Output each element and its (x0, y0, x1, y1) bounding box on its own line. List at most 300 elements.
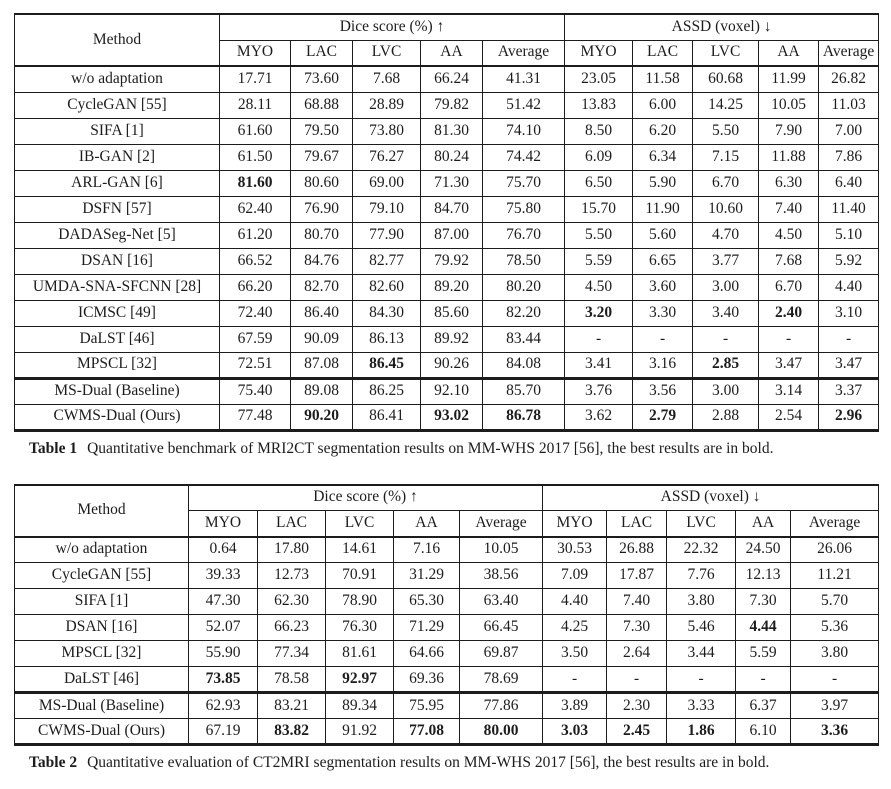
value-cell: 7.15 (693, 144, 759, 170)
value-cell: 73.60 (291, 66, 353, 92)
value-cell: 4.40 (819, 274, 879, 300)
value-cell: 7.30 (736, 589, 791, 615)
value-cell: 39.33 (189, 563, 258, 589)
mri2ct-results-table (14, 13, 879, 432)
value-cell: 3.60 (633, 274, 693, 300)
subcolumn-header: Average (819, 40, 879, 66)
value-cell: 64.66 (394, 641, 460, 667)
value-cell: 5.70 (791, 589, 879, 615)
value-cell: 78.50 (483, 248, 565, 274)
value-cell: 5.59 (736, 641, 791, 667)
value-cell: 13.83 (565, 92, 633, 118)
value-cell: - (607, 667, 667, 693)
value-cell: 5.60 (633, 222, 693, 248)
value-cell: 7.00 (819, 118, 879, 144)
value-cell: 82.20 (483, 300, 565, 326)
value-cell: 14.61 (326, 537, 394, 563)
value-cell: 77.34 (258, 641, 326, 667)
value-cell: 62.30 (258, 589, 326, 615)
value-cell: 10.60 (693, 196, 759, 222)
value-cell: 62.93 (189, 693, 258, 719)
subcolumn-header: Average (460, 511, 543, 537)
subcolumn-header: LVC (326, 511, 394, 537)
table-row (15, 404, 879, 430)
value-cell: 11.88 (759, 144, 819, 170)
value-cell: 3.03 (543, 719, 607, 745)
value-cell: - (791, 667, 879, 693)
value-cell: 2.40 (759, 300, 819, 326)
value-cell: 6.70 (759, 274, 819, 300)
value-cell: 7.90 (759, 118, 819, 144)
value-cell: 15.70 (565, 196, 633, 222)
value-cell: 5.59 (565, 248, 633, 274)
value-cell: 75.95 (394, 693, 460, 719)
value-cell: 3.20 (565, 300, 633, 326)
subcolumn-header: MYO (543, 511, 607, 537)
value-cell: 30.53 (543, 537, 607, 563)
value-cell: 92.97 (326, 667, 394, 693)
value-cell: 65.30 (394, 589, 460, 615)
value-cell: 7.16 (394, 537, 460, 563)
method-cell: w/o adaptation (15, 537, 189, 563)
value-cell: 6.40 (819, 170, 879, 196)
method-cell: MPSCL [32] (15, 352, 220, 378)
subcolumn-header: AA (394, 511, 460, 537)
method-cell: MPSCL [32] (15, 641, 189, 667)
value-cell: 61.60 (220, 118, 291, 144)
value-cell: 3.00 (693, 378, 759, 404)
value-cell: 70.91 (326, 563, 394, 589)
method-cell: CWMS-Dual (Ours) (15, 404, 220, 430)
value-cell: 85.70 (483, 378, 565, 404)
value-cell: 52.07 (189, 615, 258, 641)
value-cell: 62.40 (220, 196, 291, 222)
value-cell: 4.44 (736, 615, 791, 641)
value-cell: 91.92 (326, 719, 394, 745)
value-cell: 77.86 (460, 693, 543, 719)
method-cell: DSAN [16] (15, 248, 220, 274)
value-cell: 80.60 (291, 170, 353, 196)
method-cell: MS-Dual (Baseline) (15, 378, 220, 404)
value-cell: 69.00 (353, 170, 421, 196)
dice-score-group-header: Dice score (%) ↑ (220, 14, 565, 40)
value-cell: 78.69 (460, 667, 543, 693)
subcolumn-header: AA (759, 40, 819, 66)
value-cell: 38.56 (460, 563, 543, 589)
value-cell: 7.09 (543, 563, 607, 589)
value-cell: 81.60 (220, 170, 291, 196)
table1-caption (14, 440, 878, 458)
value-cell: 7.76 (667, 563, 736, 589)
value-cell: 81.61 (326, 641, 394, 667)
value-cell: 69.87 (460, 641, 543, 667)
value-cell: 3.41 (565, 352, 633, 378)
value-cell: 86.13 (353, 326, 421, 352)
value-cell: 77.08 (394, 719, 460, 745)
value-cell: 67.19 (189, 719, 258, 745)
value-cell: 3.56 (633, 378, 693, 404)
value-cell: 3.47 (819, 352, 879, 378)
value-cell: 17.80 (258, 537, 326, 563)
value-cell: 3.80 (667, 589, 736, 615)
value-cell: 93.02 (421, 404, 483, 430)
value-cell: 5.10 (819, 222, 879, 248)
method-cell: SIFA [1] (15, 589, 189, 615)
value-cell: 63.40 (460, 589, 543, 615)
subcolumn-header: Average (483, 40, 565, 66)
value-cell: 2.96 (819, 404, 879, 430)
method-cell: CycleGAN [55] (15, 92, 220, 118)
subcolumn-header: LVC (693, 40, 759, 66)
value-cell: 4.50 (759, 222, 819, 248)
value-cell: 26.82 (819, 66, 879, 92)
value-cell: 5.92 (819, 248, 879, 274)
value-cell: 89.92 (421, 326, 483, 352)
value-cell: - (736, 667, 791, 693)
value-cell: 17.71 (220, 66, 291, 92)
value-cell: 90.26 (421, 352, 483, 378)
value-cell: 79.82 (421, 92, 483, 118)
value-cell: 3.30 (633, 300, 693, 326)
value-cell: 28.89 (353, 92, 421, 118)
value-cell: 69.36 (394, 667, 460, 693)
table1-caption-label: Table 1 (29, 439, 78, 457)
value-cell: 12.73 (258, 563, 326, 589)
table-row (15, 222, 879, 248)
method-cell: DSAN [16] (15, 615, 189, 641)
value-cell: 3.37 (819, 378, 879, 404)
value-cell: 60.68 (693, 66, 759, 92)
value-cell: 73.85 (189, 667, 258, 693)
value-cell: 6.65 (633, 248, 693, 274)
value-cell: 83.44 (483, 326, 565, 352)
value-cell: 76.70 (483, 222, 565, 248)
value-cell: 11.58 (633, 66, 693, 92)
subcolumn-header: LVC (353, 40, 421, 66)
value-cell: 72.51 (220, 352, 291, 378)
value-cell: 3.62 (565, 404, 633, 430)
assd-group-header: ASSD (voxel) ↓ (543, 485, 879, 511)
value-cell: 83.82 (258, 719, 326, 745)
value-cell: - (693, 326, 759, 352)
method-cell: w/o adaptation (15, 66, 220, 92)
value-cell: 79.50 (291, 118, 353, 144)
table-row (15, 352, 879, 378)
value-cell: 2.88 (693, 404, 759, 430)
table-row (15, 248, 879, 274)
value-cell: 6.50 (565, 170, 633, 196)
value-cell: 76.90 (291, 196, 353, 222)
table-row (15, 589, 879, 615)
table2-section (14, 484, 878, 773)
table-row (15, 92, 879, 118)
value-cell: 5.46 (667, 615, 736, 641)
value-cell: 3.47 (759, 352, 819, 378)
value-cell: 87.00 (421, 222, 483, 248)
method-column-header: Method (15, 14, 220, 66)
value-cell: 92.10 (421, 378, 483, 404)
value-cell: 5.50 (565, 222, 633, 248)
value-cell: 6.00 (633, 92, 693, 118)
table-row (15, 118, 879, 144)
value-cell: 71.30 (421, 170, 483, 196)
value-cell: 1.86 (667, 719, 736, 745)
value-cell: 82.77 (353, 248, 421, 274)
value-cell: 84.70 (421, 196, 483, 222)
value-cell: 75.70 (483, 170, 565, 196)
subcolumn-header: MYO (189, 511, 258, 537)
value-cell: 75.40 (220, 378, 291, 404)
value-cell: 2.30 (607, 693, 667, 719)
subcolumn-header: AA (736, 511, 791, 537)
value-cell: 22.32 (667, 537, 736, 563)
value-cell: 80.24 (421, 144, 483, 170)
table2-caption-label: Table 2 (29, 754, 78, 771)
value-cell: 5.50 (693, 118, 759, 144)
subcolumn-header: AA (421, 40, 483, 66)
table-row (15, 196, 879, 222)
value-cell: 83.21 (258, 693, 326, 719)
method-cell: DSFN [57] (15, 196, 220, 222)
value-cell: 3.77 (693, 248, 759, 274)
value-cell: 73.80 (353, 118, 421, 144)
value-cell: 10.05 (460, 537, 543, 563)
table-row (15, 326, 879, 352)
value-cell: 24.50 (736, 537, 791, 563)
value-cell: 7.30 (607, 615, 667, 641)
value-cell: 84.08 (483, 352, 565, 378)
method-column-header: Method (15, 485, 189, 537)
method-cell: SIFA [1] (15, 118, 220, 144)
value-cell: 2.64 (607, 641, 667, 667)
subcolumn-header: Average (791, 511, 879, 537)
subcolumn-header: LAC (258, 511, 326, 537)
value-cell: 41.31 (483, 66, 565, 92)
value-cell: 90.20 (291, 404, 353, 430)
value-cell: 68.88 (291, 92, 353, 118)
value-cell: 10.05 (759, 92, 819, 118)
value-cell: 66.52 (220, 248, 291, 274)
method-cell: CycleGAN [55] (15, 563, 189, 589)
value-cell: 5.90 (633, 170, 693, 196)
value-cell: 7.86 (819, 144, 879, 170)
subcolumn-header: LAC (291, 40, 353, 66)
value-cell: - (819, 326, 879, 352)
value-cell: 87.08 (291, 352, 353, 378)
value-cell: 76.27 (353, 144, 421, 170)
value-cell: 7.40 (607, 589, 667, 615)
method-cell: DaLST [46] (15, 326, 220, 352)
value-cell: 77.90 (353, 222, 421, 248)
value-cell: 51.42 (483, 92, 565, 118)
value-cell: 6.37 (736, 693, 791, 719)
value-cell: 78.90 (326, 589, 394, 615)
subcolumn-header: LAC (607, 511, 667, 537)
value-cell: 74.10 (483, 118, 565, 144)
value-cell: 0.64 (189, 537, 258, 563)
value-cell: 80.00 (460, 719, 543, 745)
value-cell: 61.20 (220, 222, 291, 248)
value-cell: 3.44 (667, 641, 736, 667)
table-row (15, 667, 879, 693)
value-cell: 86.40 (291, 300, 353, 326)
value-cell: 3.00 (693, 274, 759, 300)
value-cell: 11.99 (759, 66, 819, 92)
table-row (15, 144, 879, 170)
value-cell: 3.97 (791, 693, 879, 719)
subcolumn-header: MYO (565, 40, 633, 66)
value-cell: 72.40 (220, 300, 291, 326)
value-cell: 71.29 (394, 615, 460, 641)
value-cell: 11.21 (791, 563, 879, 589)
value-cell: 74.42 (483, 144, 565, 170)
value-cell: 6.10 (736, 719, 791, 745)
value-cell: 7.40 (759, 196, 819, 222)
value-cell: 4.25 (543, 615, 607, 641)
value-cell: 4.70 (693, 222, 759, 248)
value-cell: 3.10 (819, 300, 879, 326)
value-cell: - (759, 326, 819, 352)
method-cell: IB-GAN [2] (15, 144, 220, 170)
method-cell: CWMS-Dual (Ours) (15, 719, 189, 745)
value-cell: 11.90 (633, 196, 693, 222)
subcolumn-header: LAC (633, 40, 693, 66)
value-cell: 66.23 (258, 615, 326, 641)
value-cell: 3.76 (565, 378, 633, 404)
value-cell: 14.25 (693, 92, 759, 118)
method-cell: UMDA-SNA-SFCNN [28] (15, 274, 220, 300)
value-cell: 81.30 (421, 118, 483, 144)
value-cell: 6.70 (693, 170, 759, 196)
value-cell: 3.16 (633, 352, 693, 378)
value-cell: 85.60 (421, 300, 483, 326)
value-cell: 4.40 (543, 589, 607, 615)
method-cell: MS-Dual (Baseline) (15, 693, 189, 719)
value-cell: 28.11 (220, 92, 291, 118)
dice-score-group-header: Dice score (%) ↑ (189, 485, 543, 511)
value-cell: 86.25 (353, 378, 421, 404)
value-cell: - (565, 326, 633, 352)
subcolumn-header: LVC (667, 511, 736, 537)
value-cell: 66.24 (421, 66, 483, 92)
value-cell: - (543, 667, 607, 693)
value-cell: 61.50 (220, 144, 291, 170)
value-cell: 86.78 (483, 404, 565, 430)
subcolumn-header: MYO (220, 40, 291, 66)
value-cell: 79.10 (353, 196, 421, 222)
value-cell: 82.70 (291, 274, 353, 300)
value-cell: 89.20 (421, 274, 483, 300)
table-row (15, 537, 879, 563)
value-cell: 3.14 (759, 378, 819, 404)
value-cell: 2.54 (759, 404, 819, 430)
value-cell: 5.36 (791, 615, 879, 641)
value-cell: 78.58 (258, 667, 326, 693)
assd-group-header: ASSD (voxel) ↓ (565, 14, 879, 40)
value-cell: 3.50 (543, 641, 607, 667)
table-row (15, 693, 879, 719)
value-cell: 8.50 (565, 118, 633, 144)
value-cell: 7.68 (353, 66, 421, 92)
table-row (15, 378, 879, 404)
table-row (15, 641, 879, 667)
value-cell: 47.30 (189, 589, 258, 615)
value-cell: 3.40 (693, 300, 759, 326)
table1-section (14, 13, 878, 458)
value-cell: 6.20 (633, 118, 693, 144)
table-row (15, 66, 879, 92)
value-cell: 84.76 (291, 248, 353, 274)
value-cell: 4.50 (565, 274, 633, 300)
value-cell: 17.87 (607, 563, 667, 589)
value-cell: 79.92 (421, 248, 483, 274)
value-cell: - (633, 326, 693, 352)
value-cell: - (667, 667, 736, 693)
value-cell: 23.05 (565, 66, 633, 92)
value-cell: 3.36 (791, 719, 879, 745)
value-cell: 6.09 (565, 144, 633, 170)
method-cell: DADASeg-Net [5] (15, 222, 220, 248)
value-cell: 75.80 (483, 196, 565, 222)
value-cell: 66.20 (220, 274, 291, 300)
table-row (15, 615, 879, 641)
table-row (15, 563, 879, 589)
value-cell: 89.34 (326, 693, 394, 719)
value-cell: 77.48 (220, 404, 291, 430)
value-cell: 84.30 (353, 300, 421, 326)
table2-caption (14, 754, 878, 772)
method-cell: DaLST [46] (15, 667, 189, 693)
value-cell: 90.09 (291, 326, 353, 352)
value-cell: 55.90 (189, 641, 258, 667)
value-cell: 79.67 (291, 144, 353, 170)
table2-caption-text: Quantitative evaluation of CT2MRI segmentation results on MM-WHS 2017 [56], the best results are in bold. (87, 754, 770, 771)
value-cell: 86.45 (353, 352, 421, 378)
value-cell: 11.03 (819, 92, 879, 118)
table-row (15, 719, 879, 745)
value-cell: 2.85 (693, 352, 759, 378)
value-cell: 31.29 (394, 563, 460, 589)
value-cell: 66.45 (460, 615, 543, 641)
value-cell: 67.59 (220, 326, 291, 352)
value-cell: 80.20 (483, 274, 565, 300)
value-cell: 26.88 (607, 537, 667, 563)
value-cell: 3.89 (543, 693, 607, 719)
table-row (15, 300, 879, 326)
value-cell: 82.60 (353, 274, 421, 300)
value-cell: 7.68 (759, 248, 819, 274)
value-cell: 86.41 (353, 404, 421, 430)
ct2mri-results-table (14, 484, 879, 747)
method-cell: ICMSC [49] (15, 300, 220, 326)
value-cell: 12.13 (736, 563, 791, 589)
value-cell: 2.79 (633, 404, 693, 430)
table-row (15, 274, 879, 300)
value-cell: 89.08 (291, 378, 353, 404)
value-cell: 6.34 (633, 144, 693, 170)
header-group-row (15, 14, 879, 40)
value-cell: 76.30 (326, 615, 394, 641)
value-cell: 3.33 (667, 693, 736, 719)
value-cell: 11.40 (819, 196, 879, 222)
value-cell: 6.30 (759, 170, 819, 196)
value-cell: 2.45 (607, 719, 667, 745)
value-cell: 3.80 (791, 641, 879, 667)
value-cell: 80.70 (291, 222, 353, 248)
value-cell: 26.06 (791, 537, 879, 563)
table1-caption-text: Quantitative benchmark of MRI2CT segmentation results on MM-WHS 2017 [56], the best results are in bold. (87, 439, 774, 457)
table-row (15, 170, 879, 196)
